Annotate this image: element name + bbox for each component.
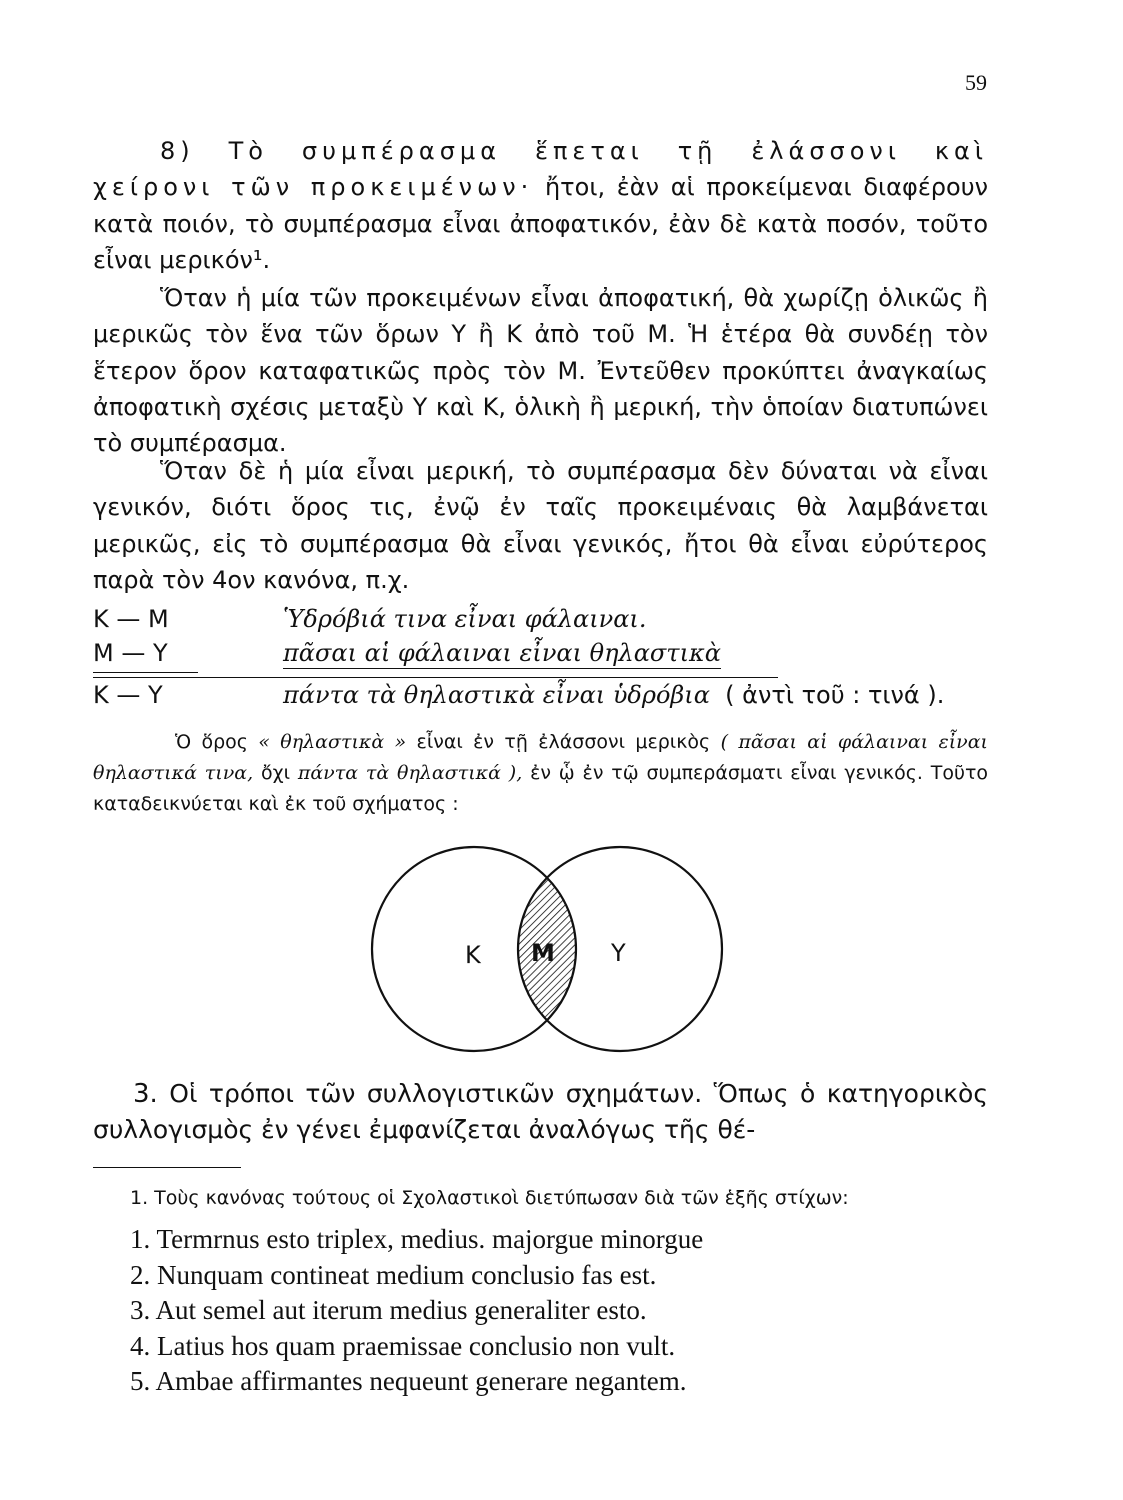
section-number: 3. bbox=[133, 1079, 158, 1109]
note-text-3: ὄχι bbox=[253, 762, 298, 784]
note-italic-3: πάντα τὰ θηλαστικά ), bbox=[297, 762, 523, 784]
syllogism-line-1 bbox=[93, 672, 198, 673]
rule-8-text: ἤτοι, ἐὰν αἱ προκείμεναι διαφέρουν κατὰ ποιόν, τὸ συμπέρασμα εἶναι ἀποφατικόν, ἐὰν δὲ κατὰ ποσόν, τοῦτο εἶναι μερικόν¹. bbox=[93, 173, 989, 274]
note-text-4: ἐν ᾧ ἐν τῷ συμπεράσματι εἶναι γενικός. Τοῦτο καταδεικνύεται καὶ ἐκ τοῦ σχήματος : bbox=[93, 762, 989, 815]
venn-diagram bbox=[365, 843, 735, 1058]
syllogism-line-2 bbox=[93, 677, 778, 678]
footnote-verse: 3. Aut semel aut iterum medius generaliter esto. bbox=[130, 1295, 647, 1325]
note-text-1: Ὁ ὅρος bbox=[175, 731, 259, 753]
premise-major-label: Μ — Υ bbox=[93, 639, 168, 667]
section-title: Οἱ τρόποι τῶν συλλογιστικῶν σχημάτων. bbox=[169, 1079, 703, 1108]
label-k: Κ bbox=[465, 941, 481, 969]
label-m: Μ bbox=[531, 939, 555, 967]
footnote-verse: 4. Latius hos quam praemissae conclusio non vult. bbox=[130, 1330, 676, 1361]
paragraph-particular: Ὅταν δὲ ἡ μία εἶναι μερική, τὸ συμπέρασμα δὲν δύναται νὰ εἶναι γενικόν, διότι ὅρος τις, ἐνῷ ἐν ταῖς προκειμέναις θὰ λαμβάνεται μερικῶς, εἰς τὸ συμπέρασμα θὰ εἶναι γενικός, ἤτοι θὰ εἶναι εὐρύτερος παρὰ τὸν 4ον κανόνα, π.χ. bbox=[93, 457, 988, 594]
section-3 bbox=[93, 1076, 988, 1148]
note-term: « θηλαστικὰ » bbox=[258, 731, 407, 753]
footnote-divider bbox=[93, 1167, 241, 1168]
footnote-verse: 5. Ambae affirmantes nequeunt generare negantem. bbox=[130, 1366, 687, 1396]
rule-8-heading: 8) Τὸ συμπέρασμα ἕπεται τῇ ἐλάσσονι καὶ χείρονι τῶν προκειμένων· bbox=[93, 137, 988, 202]
conclusion-sentence: πάντα τὰ θηλαστικὰ εἶναι ὑδρόβια bbox=[283, 681, 710, 709]
footnote-verses bbox=[130, 1222, 703, 1400]
rule-8-paragraph bbox=[93, 133, 988, 278]
page-number: 59 bbox=[965, 70, 987, 95]
section-text: Ὅπως ὁ κατηγορικὸς συλλογισμὸς ἐν γένει ἐμφανίζεται ἀναλόγως τῆς θέ- bbox=[93, 1079, 989, 1144]
premise-major-sentence: πᾶσαι αἱ φάλαιναι εἶναι θηλαστικὰ bbox=[283, 639, 721, 667]
premise-minor-label: Κ — Μ bbox=[93, 605, 169, 633]
footnote-verse: 2. Nunquam contineat medium conclusio fas est. bbox=[130, 1259, 657, 1290]
conclusion-label: Κ — Υ bbox=[93, 681, 163, 709]
paragraph-negative: Ὅταν ἡ μία τῶν προκειμένων εἶναι ἀποφατική, θὰ χωρίζῃ ὁλικῶς ἢ μερικῶς τὸν ἕνα τῶν ὅρων Υ ἢ Κ ἀπὸ τοῦ Μ. Ἡ ἑτέρα θὰ συνδέῃ τὸν ἕτερον ὅρον καταφατικῶς πρὸς τὸν Μ. Ἐντεῦθεν προκύπτει ἀναγκαίως ἀποφατικὴ σχέσις μεταξὺ Υ καὶ Κ, ὁλικὴ ἢ μερική, τὴν ὁποίαν διατυπώνει τὸ συμπέρασμα. bbox=[93, 284, 988, 458]
note-text-2: εἶναι ἐν τῇ ἐλάσσονι μερικὸς bbox=[406, 731, 721, 753]
note-paragraph bbox=[93, 727, 988, 820]
footnote-verse: 1. Termrnus esto triplex, medius. majorgue minorgue bbox=[130, 1224, 704, 1254]
footnote-intro: 1. Τοὺς κανόνας τούτους οἱ Σχολαστικοὶ διετύπωσαν διὰ τῶν ἑξῆς στίχων: bbox=[130, 1187, 849, 1209]
premise-minor-sentence: Ὑδρόβιά τινα εἶναι φάλαιναι. bbox=[283, 605, 647, 633]
syllogism-example bbox=[93, 605, 988, 715]
label-y: Υ bbox=[611, 939, 626, 967]
conclusion-note: ( ἀντὶ τοῦ : τινά ). bbox=[725, 681, 945, 709]
note-italic-2: ( πᾶσαι αἱ φάλαιναι εἶναι θηλαστικά τινα, bbox=[93, 731, 989, 784]
